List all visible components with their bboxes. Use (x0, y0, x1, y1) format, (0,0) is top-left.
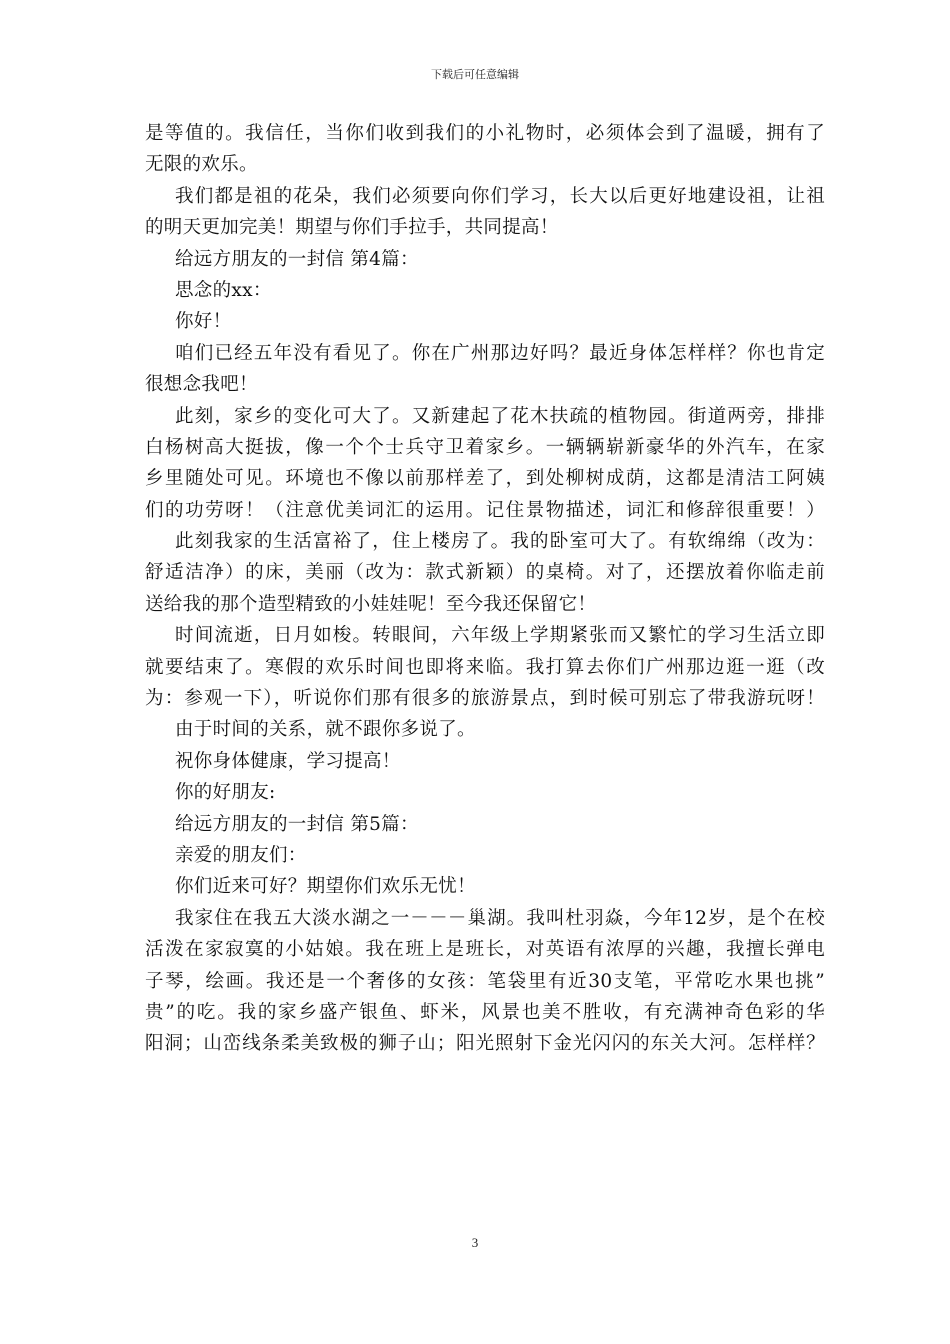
text-line: 很想念我吧！ (145, 374, 258, 396)
text-line: 贵”的吃。我的家乡盛产银鱼、虾米，风景也美不胜收，有充满神奇色彩的华 (145, 1001, 825, 1023)
text-line: 白杨树高大挺拔，像一个个士兵守卫着家乡。一辆辆崭新豪华的外汽车，在家 (145, 436, 825, 458)
text-line: 就要结束了。寒假的欢乐时间也即将来临。我打算去你们广州那边逛一逛（改 (145, 656, 825, 678)
text-line: 思念的xx： (175, 279, 272, 301)
text-line: 是等值的。我信任，当你们收到我们的小礼物时，必须体会到了温暖，拥有了 (145, 123, 825, 144)
text-line: 由于时间的关系，就不跟你多说了。 (175, 719, 476, 741)
text-line: 为：参观一下），听说你们那有很多的旅游景点，到时候可别忘了带我游玩呀！ (145, 688, 825, 710)
text-line: 阳洞；山峦线条柔美致极的狮子山；阳光照射下金光闪闪的东关大河。怎样样？ (145, 1033, 825, 1055)
text-line: 给远方朋友的一封信 第4篇： (175, 248, 419, 270)
text-line: 此刻，家乡的变化可大了。又新建起了花木扶疏的植物园。街道两旁，排排 (175, 405, 825, 427)
text-line: 你的好朋友: (175, 782, 276, 804)
text-line: 你好！ (175, 311, 232, 333)
text-line: 时间流逝，日月如梭。转眼间，六年级上学期紧张而又繁忙的学习生活立即 (175, 625, 825, 647)
text-line: 我们都是祖的花朵，我们必须要向你们学习，长大以后更好地建设祖，让祖 (175, 185, 825, 207)
page-header: 下载后可任意编辑 (431, 68, 519, 81)
text-line: 你们近来可好？期望你们欢乐无忧！ (175, 876, 476, 898)
page-number: 3 (471, 1235, 479, 1250)
text-line: 咱们已经五年没有看见了。你在广州那边好吗？最近身体怎样样？你也肯定 (175, 342, 825, 364)
text-line: 给远方朋友的一封信 第5篇： (175, 813, 419, 835)
text-line: 无限的欢乐。 (145, 154, 258, 176)
text-line: 乡里随处可见。环境也不像以前那样差了，到处柳树成荫，这都是清洁工阿姨 (145, 468, 825, 490)
text-line: 们的功劳呀！（注意优美词汇的运用。记住景物描述，词汇和修辞很重要！） (145, 499, 825, 521)
text-line: 子琴，绘画。我还是一个奢侈的女孩：笔袋里有近30支笔，平常吃水果也挑” (145, 970, 825, 992)
text-line: 送给我的那个造型精致的小娃娃呢！至今我还保留它！ (145, 593, 597, 615)
text-line: 我家住在我五大淡水湖之一－－－巢湖。我叫杜羽焱，今年12岁，是个在校 (175, 907, 825, 929)
text-line: 舒适洁净）的床，美丽（改为：款式新颖）的桌椅。对了，还摆放着你临走前 (145, 562, 825, 584)
text-line: 此刻我家的生活富裕了，住上楼房了。我的卧室可大了。有软绵绵（改为： (175, 531, 825, 553)
text-line: 活泼在家寂寞的小姑娘。我在班上是班长，对英语有浓厚的兴趣，我擅长弹电 (145, 939, 825, 961)
text-line: 祝你身体健康，学习提高！ (175, 750, 401, 772)
body-text (145, 118, 825, 1060)
text-line: 亲爱的朋友们： (175, 844, 307, 866)
text-line: 的明天更加完美！期望与你们手拉手，共同提高！ (145, 217, 559, 239)
